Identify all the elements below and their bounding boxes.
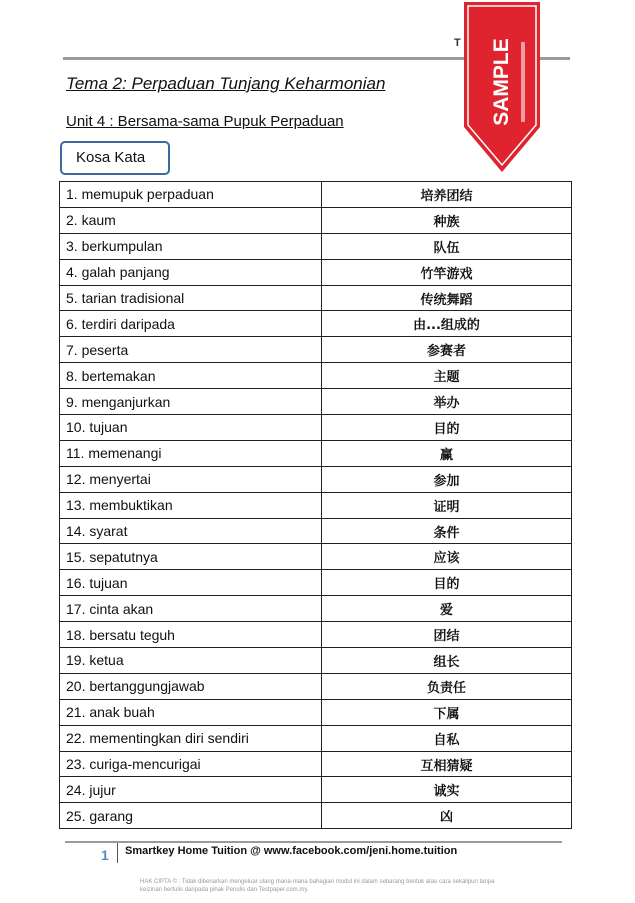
table-row: [60, 518, 572, 544]
malay-word: 21. anak buah: [60, 699, 322, 725]
table-row: [60, 622, 572, 648]
malay-word: 16. tujuan: [60, 570, 322, 596]
table-row: [60, 415, 572, 441]
malay-word: 20. bertanggungjawab: [60, 673, 322, 699]
footer-divider: [117, 843, 118, 863]
table-row: [60, 389, 572, 415]
chinese-translation: 参赛者: [322, 337, 572, 363]
table-row: [60, 337, 572, 363]
header-code: [454, 37, 462, 49]
footer-rule: [65, 841, 562, 843]
malay-word: 12. menyertai: [60, 466, 322, 492]
sample-ribbon-icon: [463, 2, 541, 174]
unit-title: Unit 4 : Bersama-sama Pupuk Perpaduan: [66, 113, 344, 130]
section-label: Kosa Kata: [60, 141, 170, 175]
malay-word: 8. bertemakan: [60, 363, 322, 389]
chinese-translation: 下属: [322, 699, 572, 725]
malay-word: 18. bersatu teguh: [60, 622, 322, 648]
copyright-notice: HAK CIPTA © : Tidak dibenarkan mengeluar ulang mana-mana bahagian modul ini dalam sebarang bentuk atau cara sekalipun tanpa keizinan bertulis daripada pihak Penulis dan Testpaper.com.my.: [140, 879, 495, 893]
malay-word: 3. berkumpulan: [60, 233, 322, 259]
malay-word: 4. galah panjang: [60, 259, 322, 285]
table-row: [60, 673, 572, 699]
malay-word: 9. menganjurkan: [60, 389, 322, 415]
header-code-left: T: [454, 37, 462, 49]
chinese-translation: 证明: [322, 492, 572, 518]
chinese-translation: 竹竿游戏: [322, 259, 572, 285]
malay-word: 6. terdiri daripada: [60, 311, 322, 337]
table-row: [60, 544, 572, 570]
table-row: [60, 803, 572, 829]
chinese-translation: 爱: [322, 596, 572, 622]
malay-word: 17. cinta akan: [60, 596, 322, 622]
malay-word: 5. tarian tradisional: [60, 285, 322, 311]
table-row: [60, 492, 572, 518]
chinese-translation: 主题: [322, 363, 572, 389]
table-row: [60, 596, 572, 622]
footer-text: Smartkey Home Tuition @ www.facebook.com/jeni.home.tuition: [125, 845, 458, 857]
chinese-translation: 赢: [322, 440, 572, 466]
chinese-translation: 传统舞蹈: [322, 285, 572, 311]
chinese-translation: 条件: [322, 518, 572, 544]
chinese-translation: 目的: [322, 570, 572, 596]
chinese-translation: 负责任: [322, 673, 572, 699]
table-row: [60, 725, 572, 751]
chinese-translation: 应该: [322, 544, 572, 570]
table-row: [60, 440, 572, 466]
table-row: [60, 182, 572, 208]
table-row: [60, 648, 572, 674]
table-row: [60, 699, 572, 725]
sample-watermark: [463, 2, 541, 174]
chinese-translation: 种族: [322, 207, 572, 233]
malay-word: 24. jujur: [60, 777, 322, 803]
chinese-translation: 队伍: [322, 233, 572, 259]
chinese-translation: 举办: [322, 389, 572, 415]
malay-word: 19. ketua: [60, 648, 322, 674]
chinese-translation: 组长: [322, 648, 572, 674]
theme-title: Tema 2: Perpaduan Tunjang Keharmonian: [66, 74, 386, 93]
table-row: [60, 466, 572, 492]
chinese-translation: 参加: [322, 466, 572, 492]
sample-text: SAMPLE: [490, 38, 513, 126]
vocabulary-table: [59, 181, 572, 829]
malay-word: 14. syarat: [60, 518, 322, 544]
table-row: [60, 751, 572, 777]
chinese-translation: 诚实: [322, 777, 572, 803]
table-row: [60, 259, 572, 285]
chinese-translation: 自私: [322, 725, 572, 751]
table-row: [60, 233, 572, 259]
malay-word: 11. memenangi: [60, 440, 322, 466]
table-row: [60, 311, 572, 337]
malay-word: 15. sepatutnya: [60, 544, 322, 570]
table-row: [60, 207, 572, 233]
chinese-translation: 目的: [322, 415, 572, 441]
malay-word: 7. peserta: [60, 337, 322, 363]
malay-word: 1. memupuk perpaduan: [60, 182, 322, 208]
malay-word: 25. garang: [60, 803, 322, 829]
table-row: [60, 363, 572, 389]
malay-word: 2. kaum: [60, 207, 322, 233]
table-row: [60, 570, 572, 596]
chinese-translation: 由...组成的: [322, 311, 572, 337]
malay-word: 22. mementingkan diri sendiri: [60, 725, 322, 751]
page-number: 1: [101, 847, 109, 863]
chinese-translation: 团结: [322, 622, 572, 648]
malay-word: 10. tujuan: [60, 415, 322, 441]
table-row: [60, 285, 572, 311]
malay-word: 13. membuktikan: [60, 492, 322, 518]
chinese-translation: 互相猜疑: [322, 751, 572, 777]
malay-word: 23. curiga-mencurigai: [60, 751, 322, 777]
chinese-translation: 培养团结: [322, 182, 572, 208]
chinese-translation: 凶: [322, 803, 572, 829]
table-row: [60, 777, 572, 803]
